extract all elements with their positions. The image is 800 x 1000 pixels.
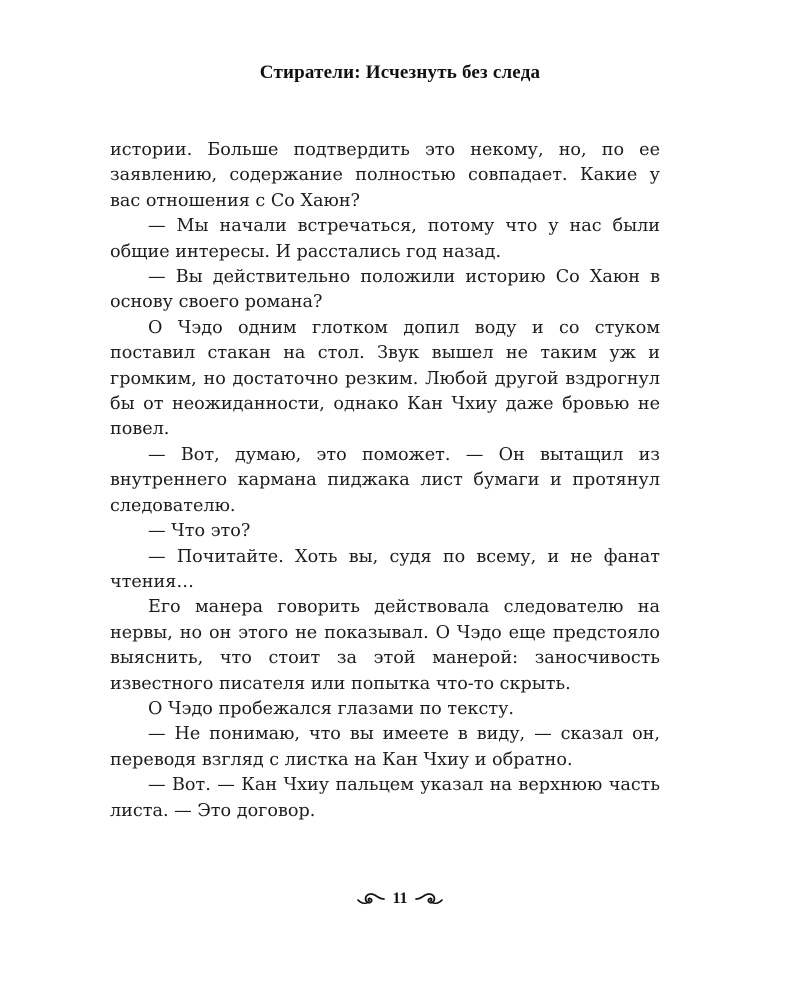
paragraph: Его манера говорить действовала следователю на нервы, но он этого не показывал. О Чэдо еще предстояло выяснить, что стоит за этой манерой: заносчивость известного писателя или попытка что-то скрыть. (110, 597, 660, 694)
body-text (110, 138, 660, 824)
paragraph: — Вот. — Кан Чхиу пальцем указал на верхнюю часть листа. — Это договор. (110, 775, 660, 821)
page-number: 11 (392, 890, 408, 907)
running-header: Стиратели: Исчезнуть без следа (259, 62, 541, 83)
paragraph: — Что это? (148, 521, 251, 542)
paragraph: — Почитайте. Хоть вы, судя по всему, и не фанат чтения… (110, 546, 660, 592)
paragraph: истории. Больше подтвердить это некому, но, по ее заявлению, содержание полностью совпадает. Какие у вас отношения с Со Хаюн? (110, 140, 660, 211)
paragraph: — Мы начали встречаться, потому что у нас были общие интересы. И расстались год назад. (110, 216, 660, 262)
paragraph: О Чэдо пробежался глазами по тексту. (148, 698, 515, 719)
paragraph: — Вы действительно положили историю Со Хаюн в основу своего романа? (110, 267, 660, 313)
paragraph: О Чэдо одним глотком допил воду и со стуком поставил стакан на стол. Звук вышел не таким уж и громким, но достаточно резким. Любой другой вздрогнул бы от неожиданности, однако Кан Чхиу даже бровью не повел. (110, 317, 660, 440)
paragraph: — Вот, думаю, это поможет. — Он вытащил из внутреннего кармана пиджака лист бумаги и протянул следователю. (110, 444, 660, 516)
swirl-ornament-left-icon (356, 891, 386, 907)
paragraph: — Не понимаю, что вы имеете в виду, — сказал он, переводя взгляд с листка на Кан Чхиу и обратно. (110, 724, 660, 770)
page-folio (0, 890, 800, 908)
swirl-ornament-right-icon (414, 891, 444, 907)
